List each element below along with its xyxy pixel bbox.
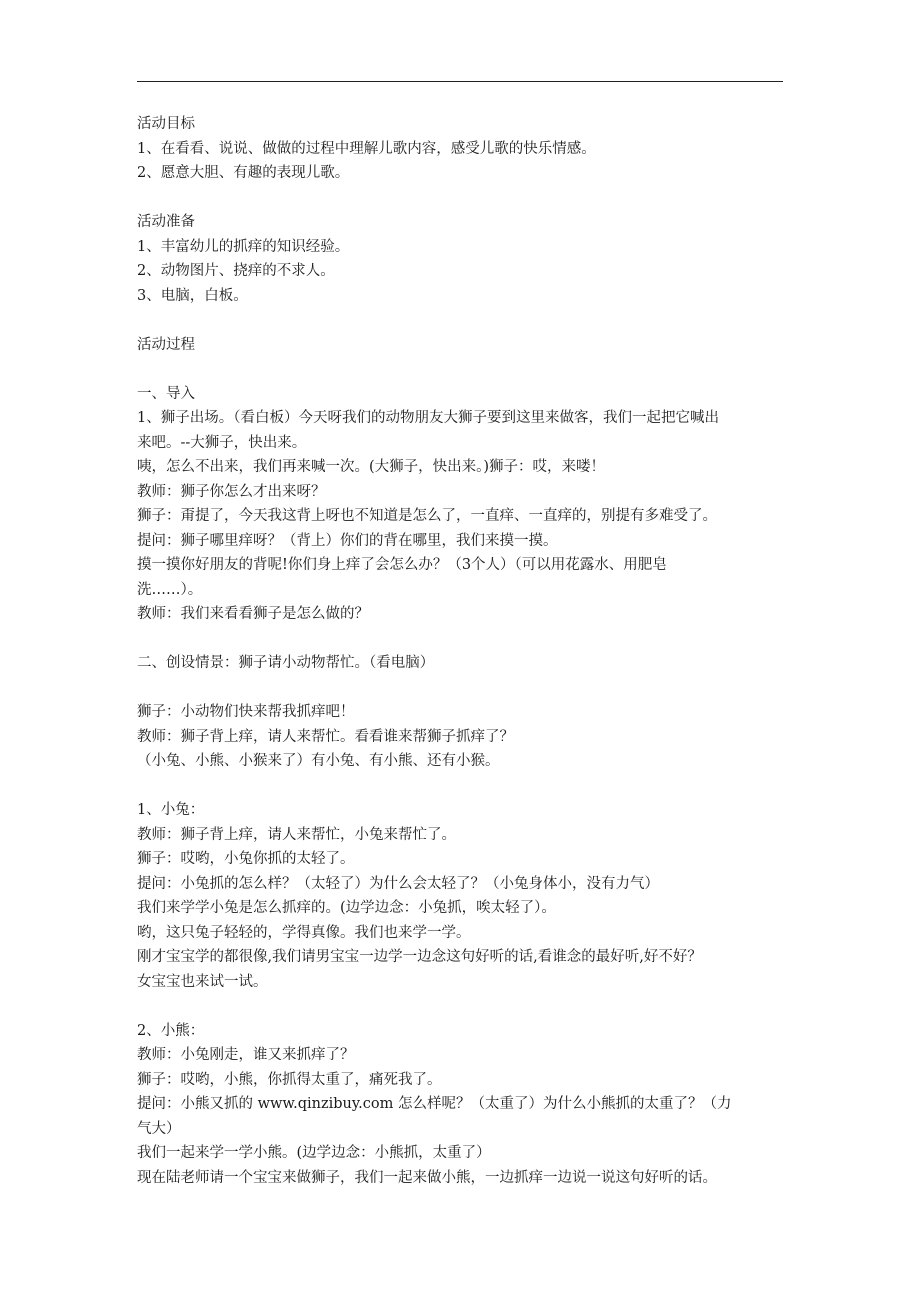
section-heading-line: 活动准备 <box>137 214 195 230</box>
text-line: 提问：小兔抓的怎么样？（太轻了）为什么会太轻了？（小兔身体小，没有力气） <box>137 875 659 892</box>
document-body <box>137 112 787 1190</box>
text-line: 女宝宝也来试一试。 <box>137 973 268 990</box>
section-heading-line: 2、小熊： <box>137 1022 205 1039</box>
text-line: 教师：我们来看看狮子是怎么做的？ <box>137 606 369 622</box>
text-line: 2、愿意大胆、有趣的表现儿歌。 <box>137 165 350 181</box>
paragraph-gap <box>137 308 787 333</box>
section-heading-line: 狮子：小动物们快来帮我抓痒吧！ <box>137 704 355 720</box>
section-heading-line: 活动目标 <box>137 116 195 132</box>
text-line: 洗……）。 <box>137 581 203 598</box>
text-line: 教师：狮子背上痒，请人来帮忙，小兔来帮忙了。 <box>137 826 456 843</box>
text-line: 教师：狮子背上痒，请人来帮忙。看看谁来帮狮子抓痒了？ <box>137 728 514 745</box>
paragraph-gap <box>137 186 787 211</box>
paragraph-gap <box>137 676 787 701</box>
text-line: 咦，怎么不出来，我们再来喊一次。(大狮子，快出来。)狮子：哎，来喽！ <box>137 459 606 475</box>
text-line: 哟，这只兔子轻轻的，学得真像。我们也来学一学。 <box>137 924 471 941</box>
text-line: 提问：小熊又抓的 www.qinzibuy.com 怎么样呢？（太重了）为什么小熊抓的太重了？（力 <box>137 1096 732 1112</box>
text-line: 2、动物图片、挠痒的不求人。 <box>137 263 335 279</box>
text-line: 提问：狮子哪里痒呀？（背上）你们的背在哪里，我们来摸一摸。 <box>137 532 558 549</box>
text-line: 摸一摸你好朋友的背呢!你们身上痒了会怎么办？（3个人）（可以用花露水、用肥皂 <box>137 557 667 573</box>
text-line: 教师：狮子你怎么才出来呀？ <box>137 483 326 500</box>
paragraph-gap <box>137 994 787 1019</box>
text-line: 刚才宝宝学的都很像,我们请男宝宝一边学一边念这句好听的话,看谁念的最好听,好不好？ <box>137 949 702 965</box>
text-line: 气大） <box>137 1120 181 1137</box>
header-rule <box>137 81 783 82</box>
text-line: 来吧。--大狮子，快出来。 <box>137 434 307 451</box>
paragraph-gap <box>137 774 787 799</box>
text-line: 1、丰富幼儿的抓痒的知识经验。 <box>137 238 350 255</box>
paragraph-gap <box>137 627 787 652</box>
section-heading-line: 1、小兔： <box>137 802 205 818</box>
text-line: 教师：小兔刚走，谁又来抓痒了？ <box>137 1047 355 1063</box>
section-heading-line: 活动过程 <box>137 336 195 353</box>
text-line: 我们一起来学一学小熊。(边学边念：小熊抓，太重了） <box>137 1145 491 1161</box>
text-line: 现在陆老师请一个宝宝来做狮子，我们一起来做小熊，一边抓痒一边说一说这句好听的话。 <box>137 1169 717 1186</box>
text-line: 狮子：哎哟，小兔你抓的太轻了。 <box>137 851 355 867</box>
paragraph-gap <box>137 357 787 382</box>
section-heading-line: 一、导入 <box>137 385 195 402</box>
text-line: 我们来学学小兔是怎么抓痒的。(边学边念：小兔抓，唉太轻了）。 <box>137 900 556 916</box>
text-line: （小兔、小熊、小猴来了）有小兔、有小熊、还有小猴。 <box>137 753 500 769</box>
text-line: 3、电脑，白板。 <box>137 287 248 304</box>
text-line: 狮子：哎哟，小熊，你抓得太重了，痛死我了。 <box>137 1071 442 1088</box>
text-line: 狮子：甭提了，今天我这背上呀也不知道是怎么了，一直痒、一直痒的，别提有多难受了。 <box>137 508 717 524</box>
text-line: 1、狮子出场。（看白板）今天呀我们的动物朋友大狮子要到这里来做客，我们一起把它喊出 <box>137 410 719 426</box>
text-line: 1、在看看、说说、做做的过程中理解儿歌内容，感受儿歌的快乐情感。 <box>137 140 596 157</box>
section-heading-line: 二、创设情景：狮子请小动物帮忙。（看电脑） <box>137 655 435 671</box>
